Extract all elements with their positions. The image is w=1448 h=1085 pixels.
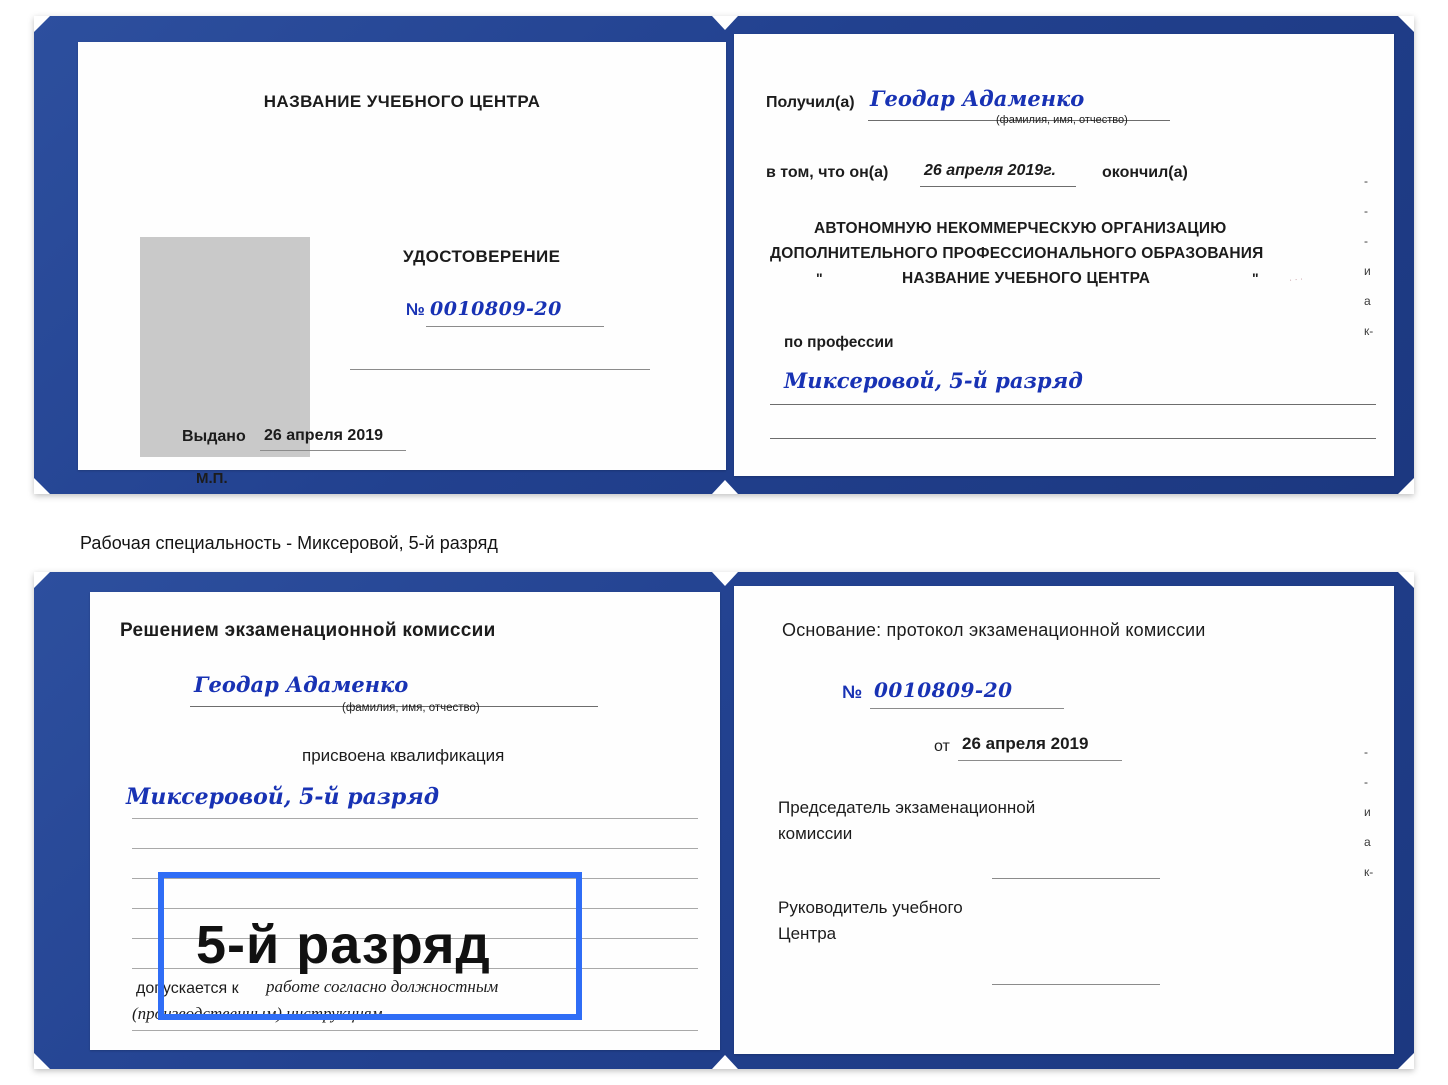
bottom-edge-ticks <box>1364 737 1424 887</box>
image-caption: Рабочая специальность - Миксеровой, 5-й разряд <box>80 533 498 553</box>
chair-label-line-1: Председатель экзаменационной <box>778 798 1036 817</box>
ruled-line-7 <box>132 1030 698 1031</box>
issued-date-value: 26 апреля 2019 <box>264 427 384 444</box>
cover-notch-bottom-left <box>34 478 50 494</box>
top-left-page <box>78 42 726 487</box>
received-label: Получил(а) <box>766 94 855 111</box>
name-hint-text: (фамилия, имя, отчество) <box>996 114 1128 126</box>
org-center-name: НАЗВАНИЕ УЧЕБНОГО ЦЕНТРА <box>902 270 1151 287</box>
recipient-name: Геодар Адаменко <box>870 86 1085 111</box>
edge-tick: - <box>1364 204 1368 218</box>
spine-notch-bottom <box>712 1055 738 1069</box>
assigned-qualification-label: присвоена квалификация <box>302 746 505 765</box>
profession-rule-1 <box>770 404 1376 405</box>
quote-close: " <box>1252 270 1259 286</box>
profession-value: Миксеровой, 5-й разряд <box>784 368 1083 393</box>
spine-notch-top <box>712 572 738 586</box>
cover-notch-bottom-left <box>34 1053 50 1069</box>
from-label: от <box>934 738 950 755</box>
spine-notch-bottom <box>712 480 738 494</box>
edge-tick: - <box>1364 174 1368 188</box>
issued-date-underline <box>260 450 406 451</box>
ruled-line-1 <box>132 818 698 819</box>
edge-tick: и <box>1364 264 1371 278</box>
number-symbol: № <box>406 300 425 319</box>
chair-label-line-2: комиссии <box>778 824 853 843</box>
edge-tick: к- <box>1364 324 1374 338</box>
top-edge-ticks <box>1364 166 1424 346</box>
issued-label: Выдано <box>182 428 246 445</box>
cover-notch-top-right <box>1398 572 1414 588</box>
cover-notch-bottom-right <box>1398 478 1414 494</box>
highlight-label: 5-й разряд <box>196 915 491 975</box>
completion-date-value: 26 апреля 2019г. <box>924 162 1056 179</box>
edge-tick: и <box>1364 805 1371 819</box>
cover-notch-top-right <box>1398 16 1414 32</box>
top-right-page <box>734 34 1394 476</box>
number-underline <box>426 326 604 327</box>
commission-decision-heading: Решением экзаменационной комиссии <box>120 620 496 641</box>
quote-open: " <box>816 270 823 286</box>
protocol-date-value: 26 апреля 2019 <box>962 734 1089 753</box>
training-center-name-heading: НАЗВАНИЕ УЧЕБНОГО ЦЕНТРА <box>263 92 541 111</box>
cover-notch-top-left <box>34 572 50 588</box>
edge-tick: а <box>1364 294 1371 308</box>
name-hint-text: (фамилия, имя, отчество) <box>342 702 480 714</box>
head-signature-line <box>992 984 1160 985</box>
edge-tick: - <box>1364 234 1368 248</box>
seal-place-label: М.П. <box>196 470 228 487</box>
ruled-line-2 <box>132 848 698 849</box>
protocol-number-value: 0010809-20 <box>874 678 1013 702</box>
document-type-label: УДОСТОВЕРЕНИЕ <box>403 247 561 266</box>
head-label-line-1: Руководитель учебного <box>778 898 963 917</box>
edge-tick: - <box>1364 775 1368 789</box>
faint-stamp-trace: · · · <box>1288 273 1304 285</box>
basis-protocol-label: Основание: протокол экзаменационной комиссии <box>782 620 1206 640</box>
person-name: Геодар Адаменко <box>194 672 409 697</box>
protocol-number-underline <box>870 708 1064 709</box>
profession-label: по профессии <box>784 334 894 351</box>
completion-date-underline <box>920 186 1076 187</box>
allowed-to-label: допускается к <box>136 980 239 997</box>
edge-tick: - <box>1364 745 1368 759</box>
blank-line-1 <box>350 369 650 370</box>
cover-notch-top-left <box>34 16 50 32</box>
allowed-value-line-1: работе согласно должностным <box>266 977 499 996</box>
protocol-number-symbol: № <box>842 682 863 702</box>
profession-rule-2 <box>770 438 1376 439</box>
org-line-2: ДОПОЛНИТЕЛЬНОГО ПРОФЕССИОНАЛЬНОГО ОБРАЗОВАНИЯ <box>770 245 1264 262</box>
certificate-number-value: 0010809-20 <box>430 298 562 320</box>
edge-tick: к- <box>1364 865 1374 879</box>
qualification-value: Миксеровой, 5-й разряд <box>126 784 440 810</box>
spine-notch-top <box>712 16 738 30</box>
certificate-book-top <box>34 16 1414 494</box>
finished-label: окончил(а) <box>1102 164 1188 181</box>
protocol-date-underline <box>958 760 1122 761</box>
cover-notch-bottom-right <box>1398 1053 1414 1069</box>
photo-placeholder <box>140 237 310 457</box>
edge-tick: а <box>1364 835 1371 849</box>
that-he-label: в том, что он(а) <box>766 164 889 181</box>
allowed-value-line-2: (производственным) инструкциям <box>132 1004 383 1023</box>
bottom-right-page <box>734 586 1394 1054</box>
head-label-line-2: Центра <box>778 924 837 943</box>
chair-signature-line <box>992 878 1160 879</box>
org-line-1: АВТОНОМНУЮ НЕКОММЕРЧЕСКУЮ ОРГАНИЗАЦИЮ <box>814 220 1227 237</box>
